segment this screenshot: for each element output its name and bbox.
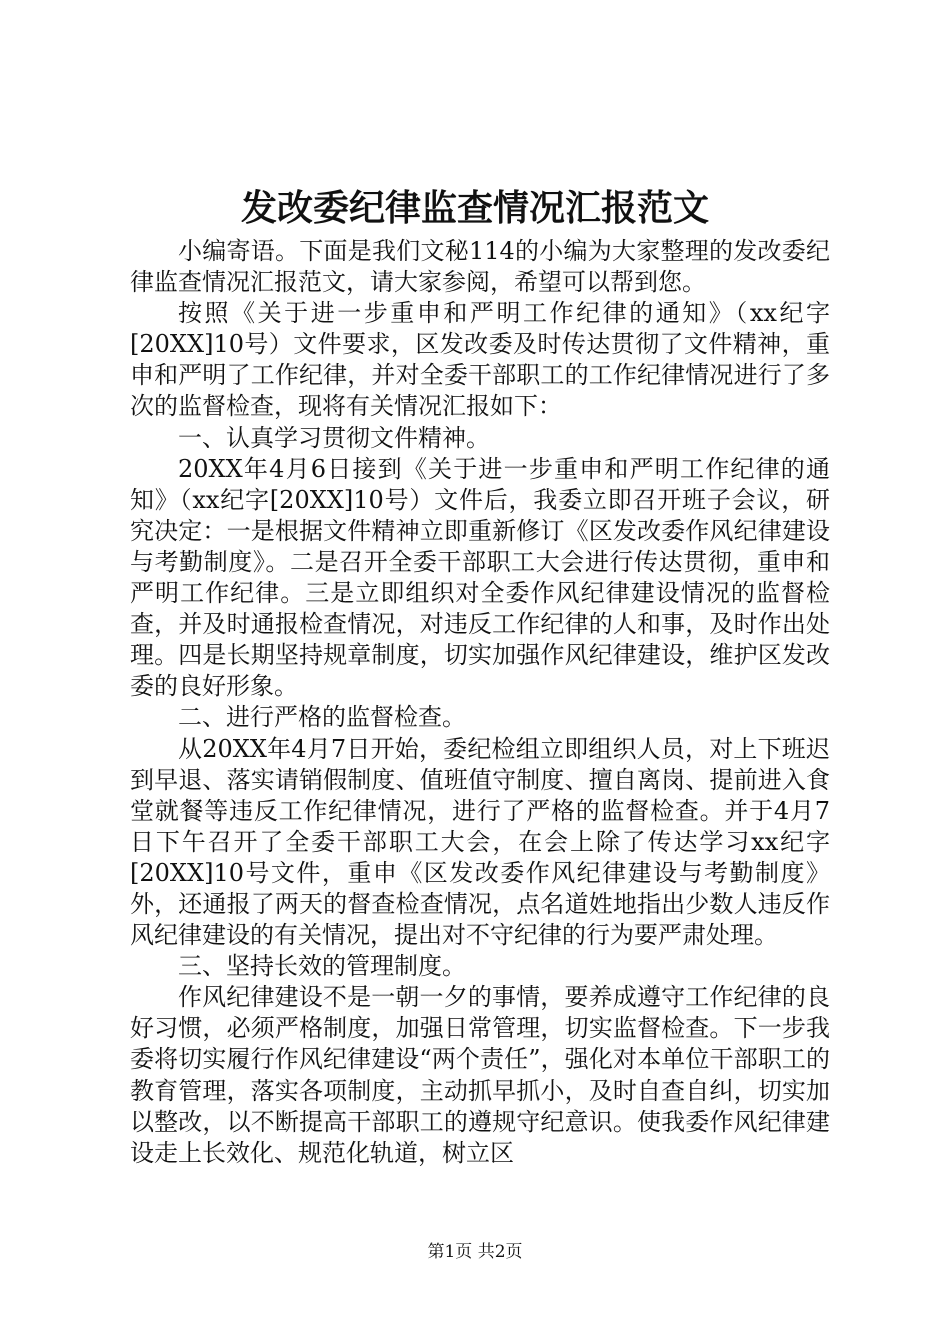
- section-heading-2: 二、进行严格的监督检查。: [178, 703, 466, 732]
- section-heading-1: 一、认真学习贯彻文件精神。: [178, 423, 490, 452]
- section-heading-3: 三、坚持长效的管理制度。: [178, 952, 466, 981]
- paragraph-section-3: 作风纪律建设不是一朝一夕的事情，要养成遵守工作纪律的良好习惯，必须严格制度，加强日常管理，切实监督检查。下一步我委将切实履行作风纪律建设“两个责任”，强化对本单位干部职工的教育管理，落实各项制度，主动抓早抓小，及时自查自纠，切实加以整改，以不断提高干部职工的遵规守纪意识。使我委作风纪律建设走上长效化、规范化轨道，树立区: [130, 983, 830, 1167]
- page-number-footer: 第1页 共2页: [427, 1242, 523, 1262]
- paragraph-intro: 小编寄语。下面是我们文秘114的小编为大家整理的发改委纪律监查情况汇报范文，请大家参阅，希望可以帮到您。: [130, 237, 830, 297]
- paragraph-section-2: 从20XX年4月7日开始，委纪检组立即组织人员，对上下班迟到早退、落实请销假制度、值班值守制度、擅自离岗、提前进入食堂就餐等违反工作纪律情况，进行了严格的监督检查。并于4月7日下午召开了全委干部职工大会，在会上除了传达学习xx纪字[20XX]10号文件，重申《区发改委作风纪律建设与考勤制度》外，还通报了两天的督查检查情况，点名道姓地指出少数人违反作风纪律建设的有关情况，提出对不守纪律的行为要严肃处理。: [130, 734, 830, 950]
- page-title: 发改委纪律监查情况汇报范文: [240, 187, 709, 229]
- paragraph-background: 按照《关于进一步重申和严明工作纪律的通知》（xx纪字[20XX]10号）文件要求，区发改委及时传达贯彻了文件精神，重申和严明了工作纪律，并对全委干部职工的工作纪律情况进行了多次的监督检查，现将有关情况汇报如下：: [130, 299, 830, 421]
- document-body: [130, 236, 830, 1169]
- paragraph-section-1: 20XX年4月6日接到《关于进一步重申和严明工作纪律的通知》（xx纪字[20XX]10号）文件后，我委立即召开班子会议，研究决定：一是根据文件精神立即重新修订《区发改委作风纪律建设与考勤制度》。二是召开全委干部职工大会进行传达贯彻，重申和严明工作纪律。三是立即组织对全委作风纪律建设情况的监督检查，并及时通报检查情况，对违反工作纪律的人和事，及时作出处理。四是长期坚持规章制度，切实加强作风纪律建设，维护区发改委的良好形象。: [130, 454, 830, 701]
